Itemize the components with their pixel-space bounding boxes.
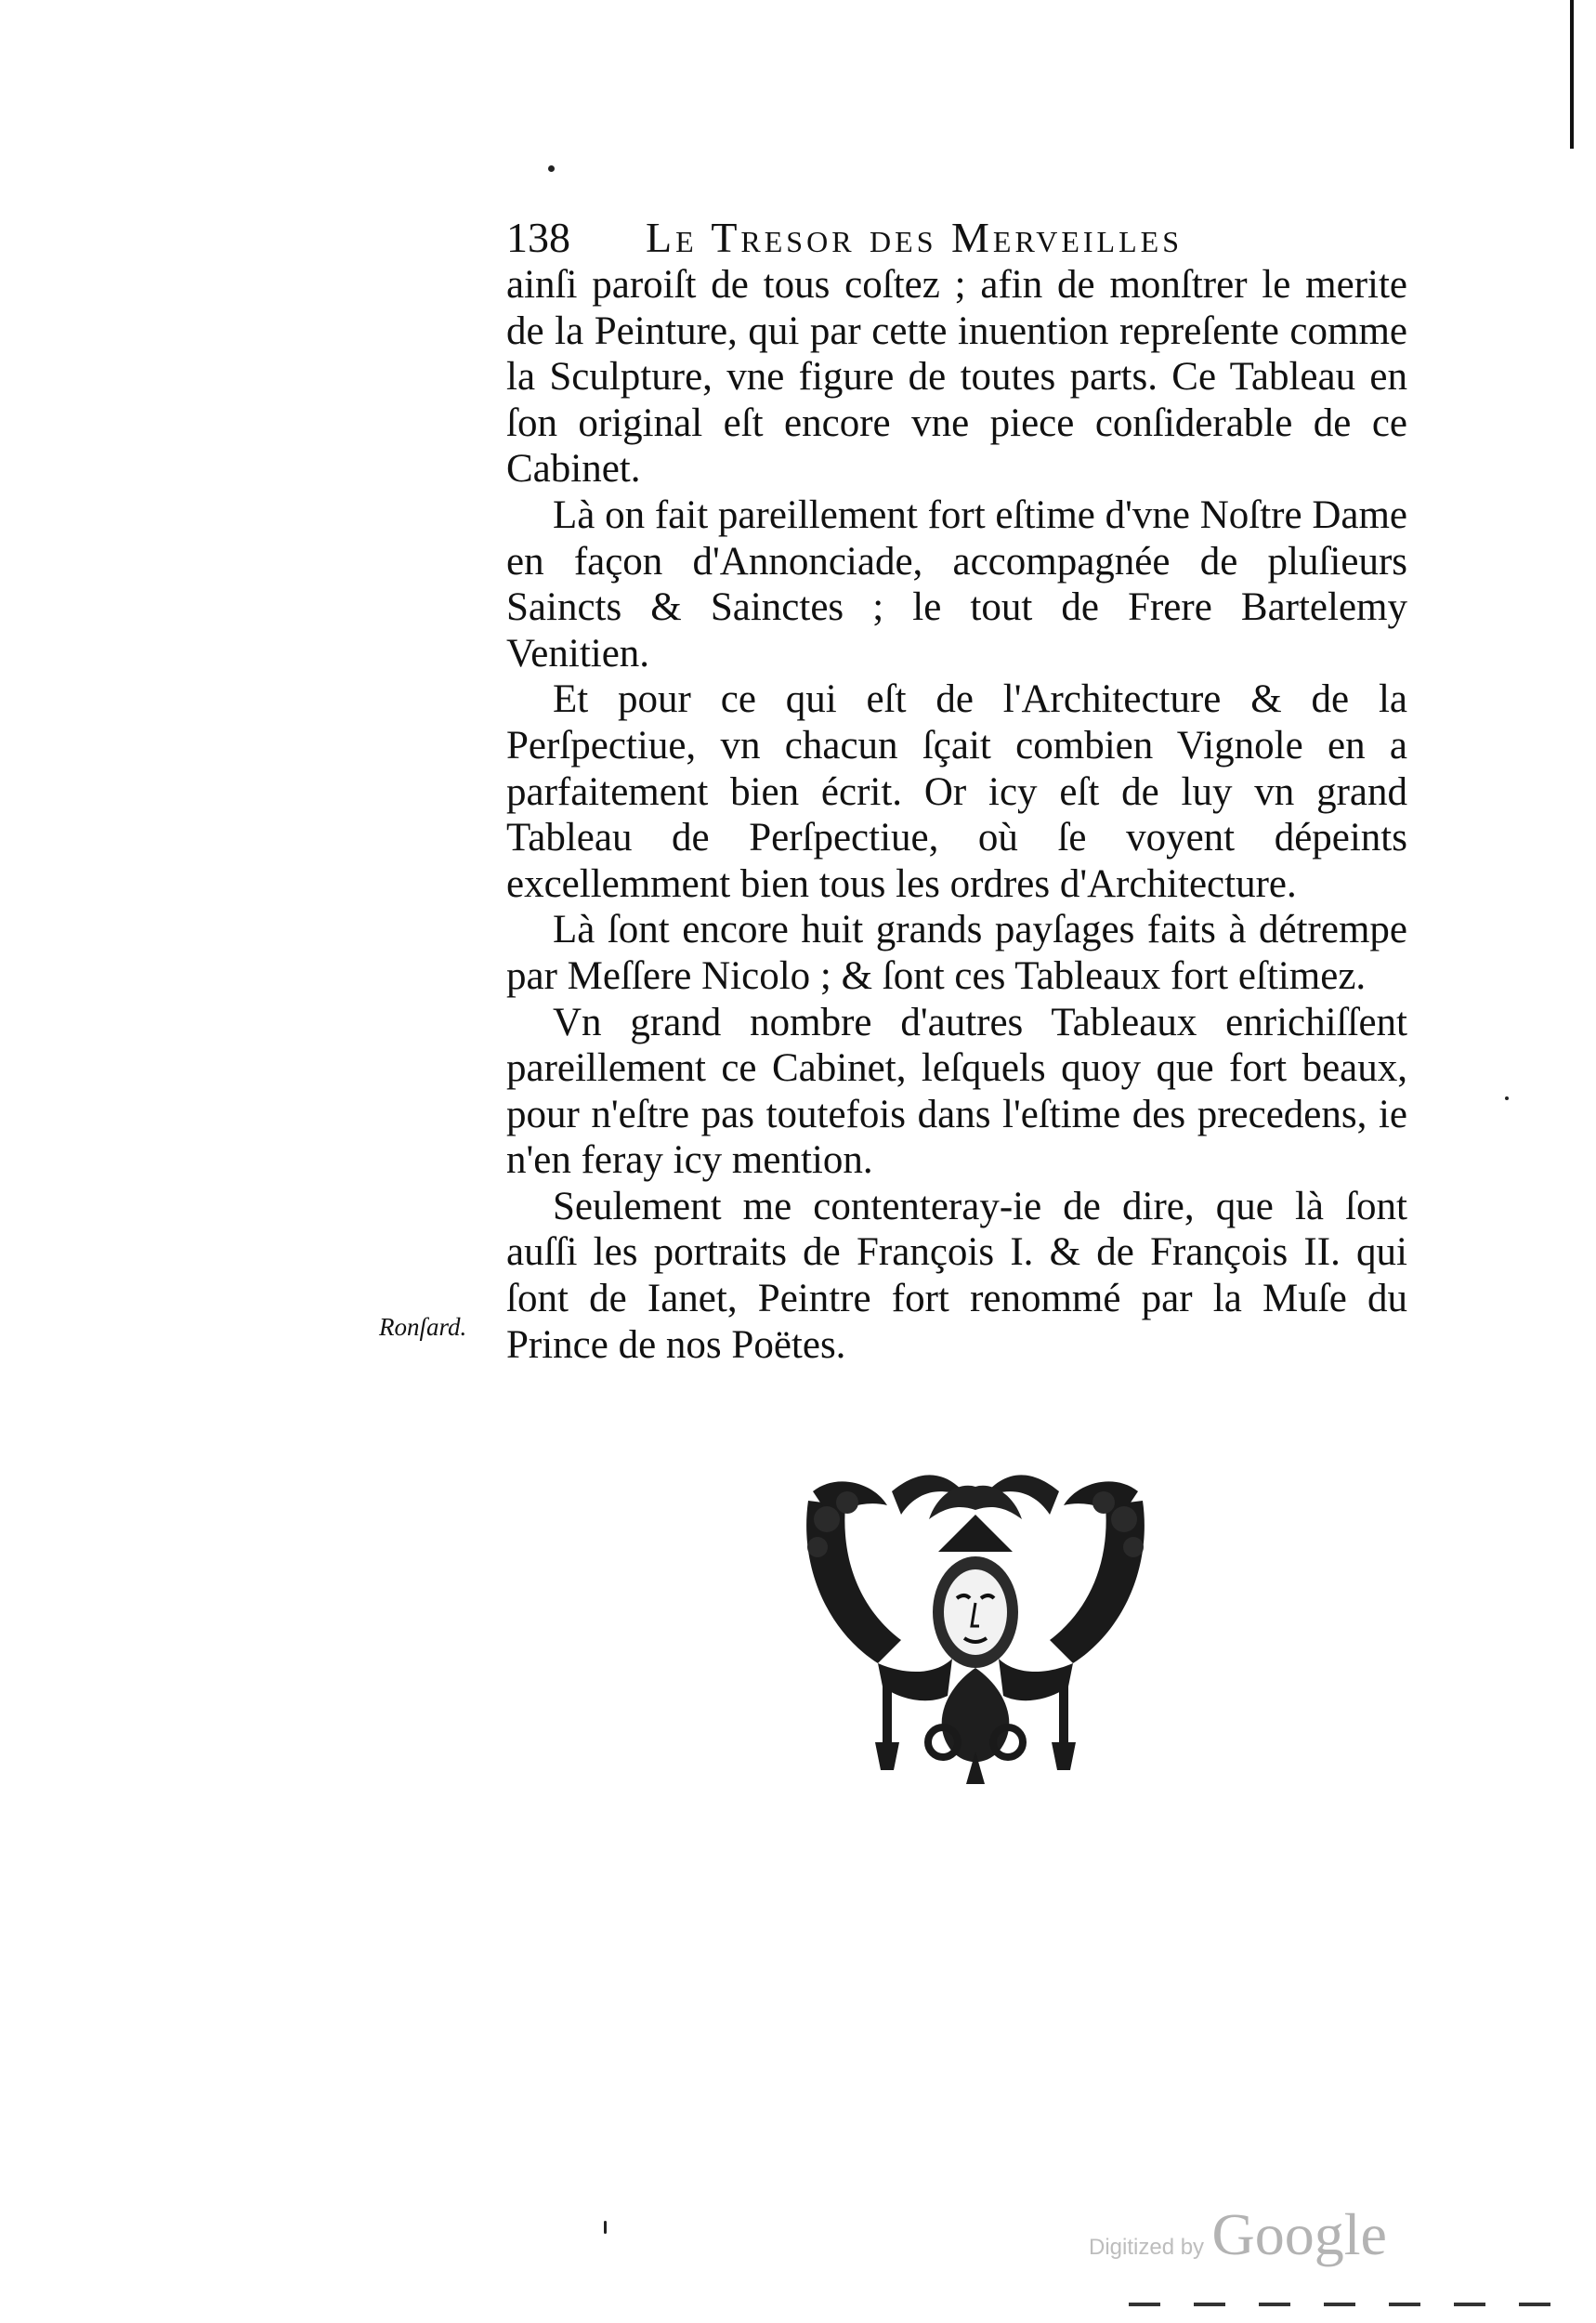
page-header [506, 212, 1296, 264]
body-text [506, 262, 1407, 1368]
watermark-brand: Google [1211, 2201, 1387, 2267]
foliage-mask-ornament-icon [790, 1463, 1161, 1798]
margin-note: Ronſard. [379, 1313, 467, 1341]
bottom-rule [1129, 2303, 1565, 2306]
page-number: 138 [506, 214, 570, 261]
paragraph: ainſi paroiſt de tous coſtez ; afin de monſtrer le merite de la Peinture, qui par cette inuention repreſente comme la Sculpture, vne figure de toutes parts. Ce Tableau en ſon original eſt encore vne piece conſiderable de ce Cabinet. [506, 263, 1407, 492]
paragraph: Vn grand nombre d'autres Tableaux enrichiſſent pareillement ce Cabinet, leſquels quoy que fort beaux, pour n'eſtre pas toutefois dans l'eſtime des precedens, ie n'en feray icy mention. [506, 1000, 1407, 1183]
page-edge-line [1570, 0, 1574, 149]
ink-speck [604, 2221, 607, 2234]
ink-speck [548, 165, 555, 172]
watermark-prefix: Digitized by [1089, 2235, 1205, 2260]
paragraph: Et pour ce qui eſt de l'Architecture & de la Perſpectiue, vn chacun ſçait combien Vignole en a parfaitement bien écrit. Or icy eſt de luy vn grand Tableau de Perſpectiue, où ſe voyent dépeints excellemment bien tous les ordres d'Architecture. [506, 677, 1407, 906]
paragraph: Là on fait pareillement fort eſtime d'vne Noſtre Dame en façon d'Annonciade, accompagnée de pluſieurs Saincts & Sainctes ; le tout de Frere Bartelemy Venitien. [506, 492, 1407, 676]
digitized-by-watermark [1089, 2200, 1387, 2269]
running-title: Le Tresor des Merveilles [646, 214, 1183, 261]
ink-speck [1505, 1096, 1509, 1100]
paragraph: Là ſont encore huit grands payſages faits à détrempe par Meſſere Nicolo ; & ſont ces Tableaux fort eſtimez. [506, 908, 1407, 998]
paragraph: Seulement me contenteray-ie de dire, que là ſont auſſi les portraits de François I. & de François II. qui ſont de Ianet, Peintre fort renommé par la Muſe du Prince de nos Poëtes. [506, 1184, 1407, 1367]
